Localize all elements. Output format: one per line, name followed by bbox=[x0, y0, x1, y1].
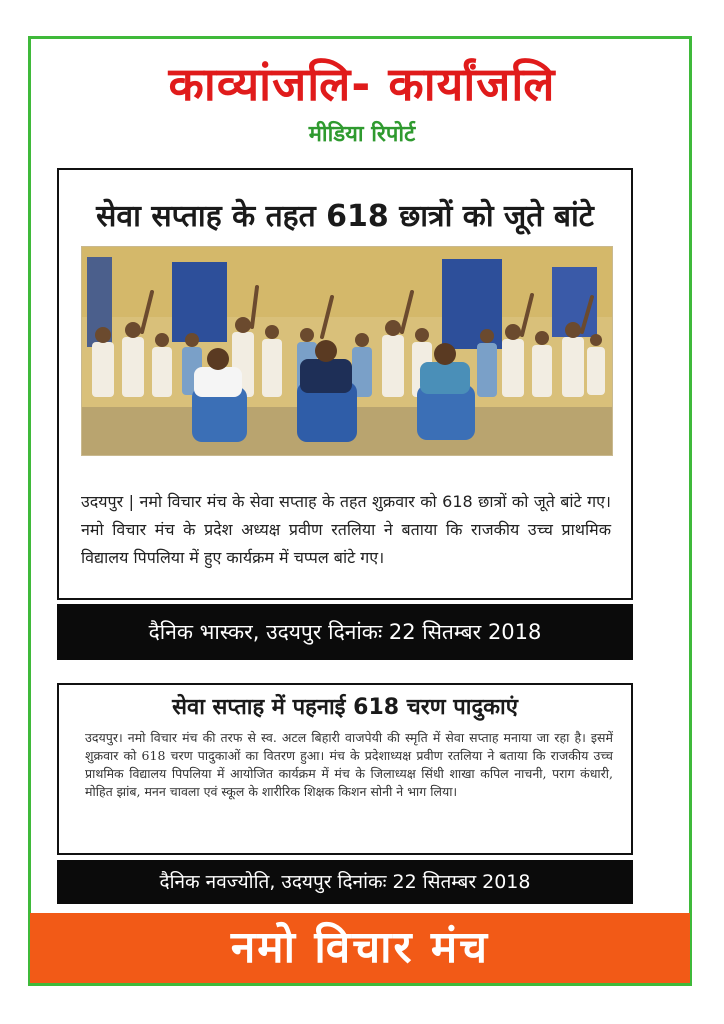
newspaper-clipping-1 bbox=[57, 168, 633, 600]
clipping-1-body: उदयपुर | नमो विचार मंच के सेवा सप्ताह के तहत शुक्रवार को 618 छात्रों को जूते बांटे गए। नमो विचार मंच के प्रदेश अध्यक्ष प्रवीण रतलिया ने बताया कि राजकीय उच्च प्राथमिक विद्यालय पिपलिया में हुए कार्यक्रम में चप्पल बांटे गए। bbox=[81, 492, 611, 567]
clipping-1-headline: सेवा सप्ताह के तहत 618 छात्रों को जूते बांटे bbox=[96, 199, 594, 234]
clipping-1-source: दैनिक भास्कर, उदयपुर दिनांकः 22 सितम्बर 2018 bbox=[57, 604, 633, 660]
footer-banner: नमो विचार मंच bbox=[30, 913, 690, 983]
clipping-2-source: दैनिक नवज्योति, उदयपुर दिनांकः 22 सितम्बर 2018 bbox=[57, 860, 633, 904]
newspaper-clipping-2 bbox=[57, 683, 633, 855]
page-subtitle: मीडिया रिपोर्ट bbox=[308, 122, 416, 147]
clipping-2-headline: सेवा सप्ताह में पहनाई 618 चरण पादुकाएं bbox=[172, 695, 518, 720]
group-photo bbox=[81, 246, 613, 456]
page-title: काव्यांजलि- कार्यांजलि bbox=[168, 57, 556, 111]
clipping-2-body: उदयपुर। नमो विचार मंच की तरफ से स्व. अटल बिहारी वाजपेयी की स्मृति में सेवा सप्ताह मनाया जा रहा है। इसमें शुक्रवार को 618 चरण पादुकाओं का वितरण हुआ। मंच के प्रदेशाध्यक्ष प्रवीण रतलिया ने बताया कि राजकीय उच्च प्राथमिक विद्यालय पिपलिया में आयोजित कार्यक्रम में मंच के जिलाध्यक्ष सिंधी शाखा कपिल नाचनी, पराग कंधारी, मोहित झांब, मनन चावला एवं स्कूल के शारीरिक शिक्षक किशन सोनी ने भाग लिया। bbox=[85, 730, 613, 799]
